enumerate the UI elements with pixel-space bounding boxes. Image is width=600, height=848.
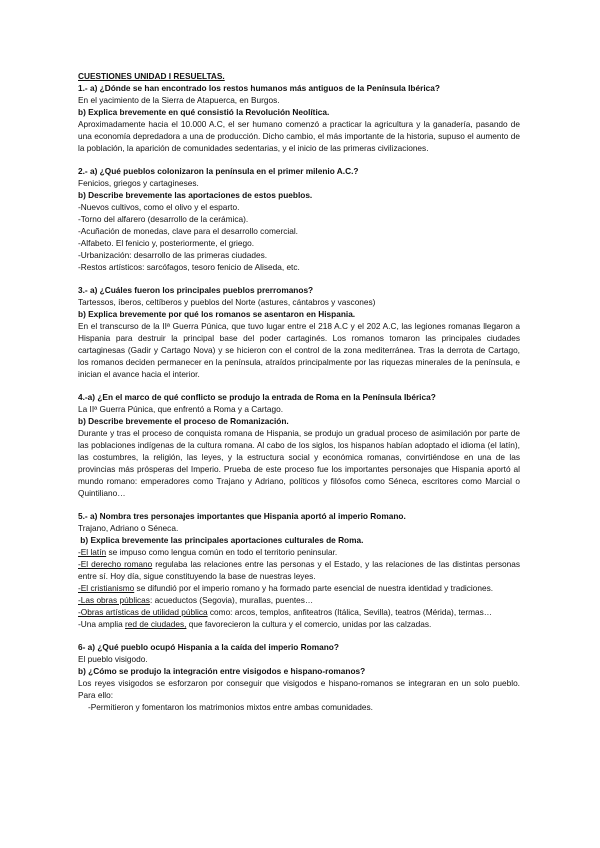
question-6a: 6- a) ¿Qué pueblo ocupó Hispania a la caída del imperio Romano? <box>78 642 339 652</box>
list-item: -Urbanización: desarrollo de las primeras ciudades. <box>78 250 268 260</box>
list-item <box>78 594 520 606</box>
list-item <box>78 618 520 630</box>
term-obras-artisticas: -Obras artísticas de utilidad pública <box>78 607 208 617</box>
document-title: CUESTIONES UNIDAD I RESUELTAS. <box>78 71 225 81</box>
answer-1b: Aproximadamente hacia el 10.000 A.C, el ser humano comenzó a practicar la agricultura y la ganadería, pasando de una economía depredadora a una de producción. Dicho cambio, el más importante de la historia, supuso el aumento de la población, la aparición de comunidades sedentarias, y el inicio de las primeras civilizaciones. <box>78 119 520 153</box>
question-5a: 5.- a) Nombra tres personajes importantes que Hispania aportó al imperio Romano. <box>78 511 406 521</box>
item-text: : acueductos (Segovia), murallas, puentes… <box>149 595 314 605</box>
question-4a: 4.-a) ¿En el marco de qué conflicto se produjo la entrada de Roma en la Península Ibérica? <box>78 392 436 402</box>
list-item <box>78 606 520 618</box>
list-item: -Restos artísticos: sarcófagos, tesoro fenicio de Aliseda, etc. <box>78 262 300 272</box>
question-5b: b) Explica brevemente las principales aportaciones culturales de Roma. <box>78 535 364 545</box>
item-text: se difundió por el imperio romano y ha formado parte esencial de nuestra identidad y tradiciones. <box>134 583 494 593</box>
term-derecho: -El derecho romano <box>78 559 153 569</box>
list-item: -Alfabeto. El fenicio y, posteriormente, el griego. <box>78 238 255 248</box>
question-1b: b) Explica brevemente en qué consistió la Revolución Neolítica. <box>78 107 330 117</box>
list-item: -Acuñación de monedas, clave para el desarrollo comercial. <box>78 226 298 236</box>
question-4 <box>78 391 520 499</box>
answer-3a: Tartessos, íberos, celtíberos y pueblos del Norte (astures, cántabros y vascones) <box>78 297 376 307</box>
term-red-ciudades: red de ciudades, <box>125 619 187 629</box>
question-1a: 1.- a) ¿Dónde se han encontrado los restos humanos más antiguos de la Península Ibérica? <box>78 83 440 93</box>
question-4b: b) Describe brevemente el proceso de Romanización. <box>78 416 289 426</box>
answer-6b: Los reyes visigodos se esforzaron por conseguir que visigodos e hispano-romanos se integraran en un solo pueblo. Para ello: <box>78 678 520 700</box>
term-obras-publicas: -Las obras públicas <box>78 595 150 605</box>
item-prefix: -Una amplia <box>78 619 126 629</box>
question-2b: b) Describe brevemente las aportaciones de estos pueblos. <box>78 190 313 200</box>
item-text: como: arcos, templos, anfiteatros (Itálica, Sevilla), teatros (Mérida), termas… <box>207 607 493 617</box>
answer-5a: Trajano, Adriano o Séneca. <box>78 523 179 533</box>
question-3 <box>78 284 520 380</box>
item-text: que favorecieron la cultura y el comercio, unidas por las calzadas. <box>186 619 432 629</box>
question-1 <box>78 82 520 154</box>
item-text: se impuso como lengua común en todo el territorio peninsular. <box>106 547 338 557</box>
answer-3b: En el transcurso de la IIª Guerra Púnica, que tuvo lugar entre el 218 A.C y el 202 A.C, las legiones romanas llegaron a Hispania para destruir la principal base del poder cartaginés. Los romanos tomaron las principales ciudades cartaginesas (Gadir y Cartago Nova) y se hicieron con el control de la zona mediterránea. Tras la derrota de Cartago, los romanos deciden permanecer en la península, atraídos principalmente por las riquezas minerales de la península, e inician el avance hacia el interior. <box>78 321 520 379</box>
answer-6a: El pueblo visigodo. <box>78 654 148 664</box>
list-item <box>78 582 520 594</box>
answer-4b: Durante y tras el proceso de conquista romana de Hispania, se produjo un gradual proceso de asimilación por parte de las poblaciones indígenas de la cultura romana. Al cabo de los siglos, los hispanos habían adoptado el idioma (el latín), las costumbres, la religión, las leyes, y la estructura social y económica romanas, convirtiéndose en una de las provincias más prósperas del Imperio. Prueba de este proceso fue los importantes personajes que Hispania aportó al mundo romano: emperadores como Trajano y Adriano, políticos y filósofos como Séneca, escritores como Marcial o Quintiliano… <box>78 428 520 498</box>
answer-1a: En el yacimiento de la Sierra de Atapuerca, en Burgos. <box>78 95 280 105</box>
list-item: -Nuevos cultivos, como el olivo y el esparto. <box>78 202 240 212</box>
question-5 <box>78 510 520 630</box>
answer-2a: Fenicios, griegos y cartagineses. <box>78 178 199 188</box>
list-item: -Permitieron y fomentaron los matrimonios mixtos entre ambas comunidades. <box>88 702 373 712</box>
question-6b: b) ¿Cómo se produjo la integración entre visigodos e hispano-romanos? <box>78 666 366 676</box>
question-6 <box>78 641 520 713</box>
answer-4a: La IIª Guerra Púnica, que enfrentó a Roma y a Cartago. <box>78 404 284 414</box>
list-item <box>78 546 520 558</box>
question-2a: 2.- a) ¿Qué pueblos colonizaron la península en el primer milenio A.C.? <box>78 166 359 176</box>
term-latin: -El latín <box>78 547 107 557</box>
list-item: -Torno del alfarero (desarrollo de la cerámica). <box>78 214 249 224</box>
item-text: regulaba las relaciones entre las personas y el Estado, y las relaciones de las distintas personas entre sí. Hoy día, sigue constituyendo la base de nuestras leyes. <box>78 559 520 581</box>
question-2 <box>78 165 520 273</box>
question-3a: 3.- a) ¿Cuáles fueron los principales pueblos prerromanos? <box>78 285 314 295</box>
list-item <box>78 558 520 582</box>
term-cristianismo: -El cristianismo <box>78 583 135 593</box>
question-3b: b) Explica brevemente por qué los romanos se asentaron en Hispania. <box>78 309 356 319</box>
